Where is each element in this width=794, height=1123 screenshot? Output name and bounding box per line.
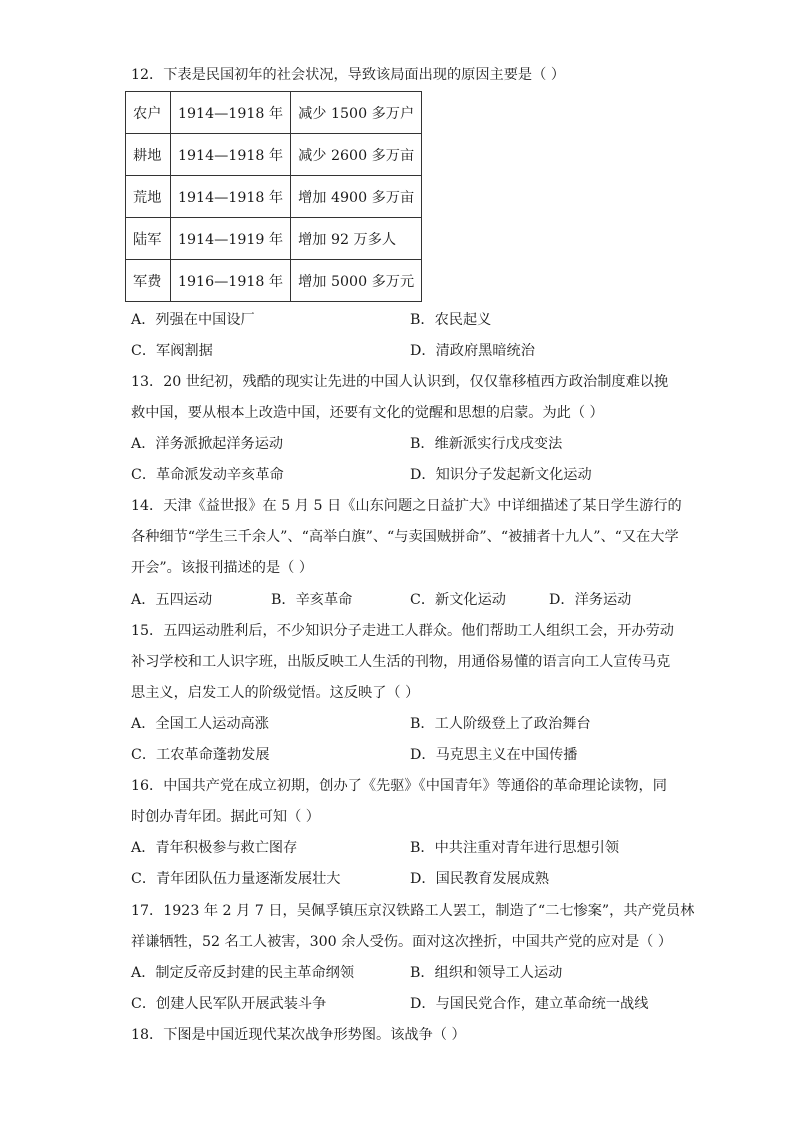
q14-stem-line: 各种细节“学生三千余人”、“高举白旗”、“与卖国贼拼命”、“被捕者十九人”、“又在大学 — [131, 529, 679, 545]
table-cell: 增加 5000 多万元 — [291, 260, 422, 302]
q12-stem: 12．下表是民国初年的社会状况，导致该局面出现的原因主要是（ ） — [131, 67, 566, 83]
table-cell: 增加 4900 多万亩 — [291, 176, 422, 218]
q17-option-c: C．创建人民军队开展武装斗争 — [131, 996, 327, 1012]
q14-stem-line: 14．天津《益世报》在 5 月 5 日《山东问题之日益扩大》中详细描述了某日学生游行的 — [131, 498, 682, 514]
table-row — [126, 218, 422, 260]
q13-stem-line: 13．20 世纪初，残酷的现实让先进的中国人认识到，仅仅靠移植西方政治制度难以挽 — [131, 374, 669, 390]
q13-option-a: A．洋务派掀起洋务运动 — [131, 436, 284, 452]
q15-stem-line: 补习学校和工人识字班，出版反映工人生活的刊物，用通俗易懂的语言向工人宣传马克 — [131, 654, 671, 670]
q15-option-c: C．工农革命蓬勃发展 — [131, 747, 270, 763]
q17-stem-line: 17．1923 年 2 月 7 日，吴佩孚镇压京汉铁路工人罢工，制造了“二七惨案”，共产党员林 — [131, 903, 695, 919]
q15-stem-line: 思主义，启发工人的阶级觉悟。这反映了（ ） — [131, 685, 420, 701]
q14-option-c: C．新文化运动 — [410, 592, 506, 608]
q17-option-b: B．组织和领导工人运动 — [410, 965, 563, 981]
q15-stem-line: 15．五四运动胜利后，不少知识分子走进工人群众。他们帮助工人组织工会，开办劳动 — [131, 623, 674, 639]
q12-option-a: A．列强在中国设厂 — [131, 312, 255, 328]
table-cell: 1914—1918 年 — [171, 134, 291, 176]
table-row — [126, 134, 422, 176]
q17-stem-line: 祥谦牺牲，52 名工人被害，300 余人受伤。面对这次挫折，中国共产党的应对是（ ） — [131, 934, 673, 950]
q16-option-a: A．青年积极参与救亡图存 — [131, 840, 298, 856]
table-cell: 荒地 — [126, 176, 171, 218]
q12-option-b: B．农民起义 — [410, 312, 492, 328]
q14-option-b: B．辛亥革命 — [271, 592, 353, 608]
q13-option-d: D．知识分子发起新文化运动 — [410, 467, 592, 483]
table-row — [126, 92, 422, 134]
table-cell: 减少 1500 多万户 — [291, 92, 422, 134]
table-cell: 1914—1918 年 — [171, 176, 291, 218]
table-cell: 1916—1918 年 — [171, 260, 291, 302]
q16-option-b: B．中共注重对青年进行思想引领 — [410, 840, 620, 856]
q14-option-a: A．五四运动 — [131, 592, 213, 608]
table-cell: 军费 — [126, 260, 171, 302]
q16-option-c: C．青年团队伍力量逐渐发展壮大 — [131, 871, 341, 887]
q16-stem-line: 时创办青年团。据此可知（ ） — [131, 809, 320, 825]
q15-option-d: D．马克思主义在中国传播 — [410, 747, 578, 763]
q13-option-b: B．维新派实行戊戌变法 — [410, 436, 563, 452]
q12-table — [125, 91, 422, 302]
table-row — [126, 176, 422, 218]
q13-option-c: C．革命派发动辛亥革命 — [131, 467, 284, 483]
q17-option-d: D．与国民党合作，建立革命统一战线 — [410, 996, 649, 1012]
q13-stem-line: 救中国，要从根本上改造中国，还要有文化的觉醒和思想的启蒙。为此（ ） — [131, 405, 604, 421]
table-cell: 农户 — [126, 92, 171, 134]
q12-option-c: C．军阀割据 — [131, 343, 213, 359]
table-row — [126, 260, 422, 302]
q15-option-a: A．全国工人运动高涨 — [131, 716, 269, 732]
table-cell: 陆军 — [126, 218, 171, 260]
table-cell: 减少 2600 多万亩 — [291, 134, 422, 176]
table-cell: 耕地 — [126, 134, 171, 176]
q14-stem-line: 开会”。该报刊描述的是（ ） — [131, 560, 314, 576]
table-cell: 1914—1918 年 — [171, 92, 291, 134]
q17-option-a: A．制定反帝反封建的民主革命纲领 — [131, 965, 355, 981]
q14-option-d: D．洋务运动 — [549, 592, 632, 608]
q18-stem: 18．下图是中国近现代某次战争形势图。该战争（ ） — [131, 1027, 466, 1043]
q16-stem-line: 16．中国共产党在成立初期，创办了《先驱》《中国青年》等通俗的革命理论读物，同 — [131, 778, 667, 794]
table-cell: 增加 92 万多人 — [291, 218, 422, 260]
q16-option-d: D．国民教育发展成熟 — [410, 871, 550, 887]
q12-option-d: D．清政府黑暗统治 — [410, 343, 535, 359]
table-cell: 1914—1919 年 — [171, 218, 291, 260]
q15-option-b: B．工人阶级登上了政治舞台 — [410, 716, 591, 732]
